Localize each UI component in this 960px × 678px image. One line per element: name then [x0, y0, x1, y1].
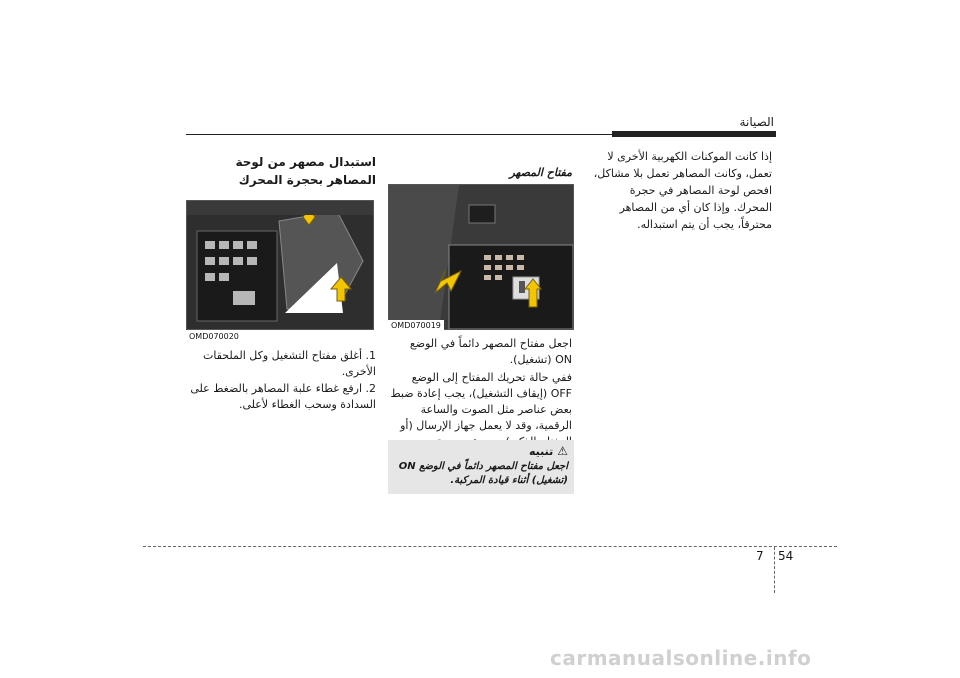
- watermark: carmanualsonline.info: [550, 646, 812, 670]
- section-header: الصيانة: [739, 115, 774, 129]
- footer-rule: [143, 546, 837, 547]
- photo-code-middle: OMD070019: [388, 320, 444, 331]
- photo-code-left: OMD070020: [186, 331, 242, 342]
- chapter-number: 7: [756, 549, 764, 563]
- fuse-switch-note: ففي حالة تحريك المفتاح إلى الوضع OFF (إيقاف التشغيل)، يجب إعادة ضبط بعض عناصر مثل الصوت والساعة الرقمية، وقد لا يعمل جهاز الإرسال (أو: [390, 371, 572, 432]
- fuse-switch-instruction: اجعل مفتاح المصهر دائماً في الوضع ON (تشغيل).: [409, 337, 572, 366]
- middle-text: [390, 336, 572, 450]
- replace-steps: [186, 348, 376, 414]
- fuse-switch-illustration: [389, 185, 573, 329]
- intro-paragraph: إذا كانت الموكنات الكهربية الأخرى لا تعمل، وكانت المصاهر تعمل بلا مشاكل، افحص لوحة المصاهر في حجرة المحرك. وإذا كان أي من المصاهر محترقاً، يجب أن يتم استبداله.: [593, 150, 772, 231]
- footer-divider: [774, 547, 775, 593]
- caution-box: [388, 440, 574, 494]
- right-column: [590, 148, 772, 233]
- page-number: 54: [778, 549, 794, 563]
- fuse-switch-heading: مفتاح المصهر: [509, 166, 572, 179]
- fuse-switch-photo: [388, 184, 574, 330]
- step-item: 1. أغلق مفتاح التشغيل وكل الملحقات الأخرى.: [203, 349, 376, 378]
- fuse-box-illustration: [187, 201, 373, 329]
- fuse-replace-heading: استبدال مصهر من لوحة المصاهر بحجرة المحرك: [235, 155, 376, 187]
- caution-title: تنبيه: [528, 445, 554, 458]
- fuse-box-photo: [186, 200, 374, 330]
- step-item: 2. ارفع غطاء علبة المصاهر بالضغط على السدادة وسحب الغطاء لأعلى.: [190, 382, 376, 411]
- header-rule-accent: [612, 131, 776, 137]
- warning-triangle-icon: ⚠: [557, 444, 568, 458]
- caution-text: اجعل مفتاح المصهر دائماً في الوضع ON (تشغيل) أثناء قيادة المركبة.: [398, 461, 568, 486]
